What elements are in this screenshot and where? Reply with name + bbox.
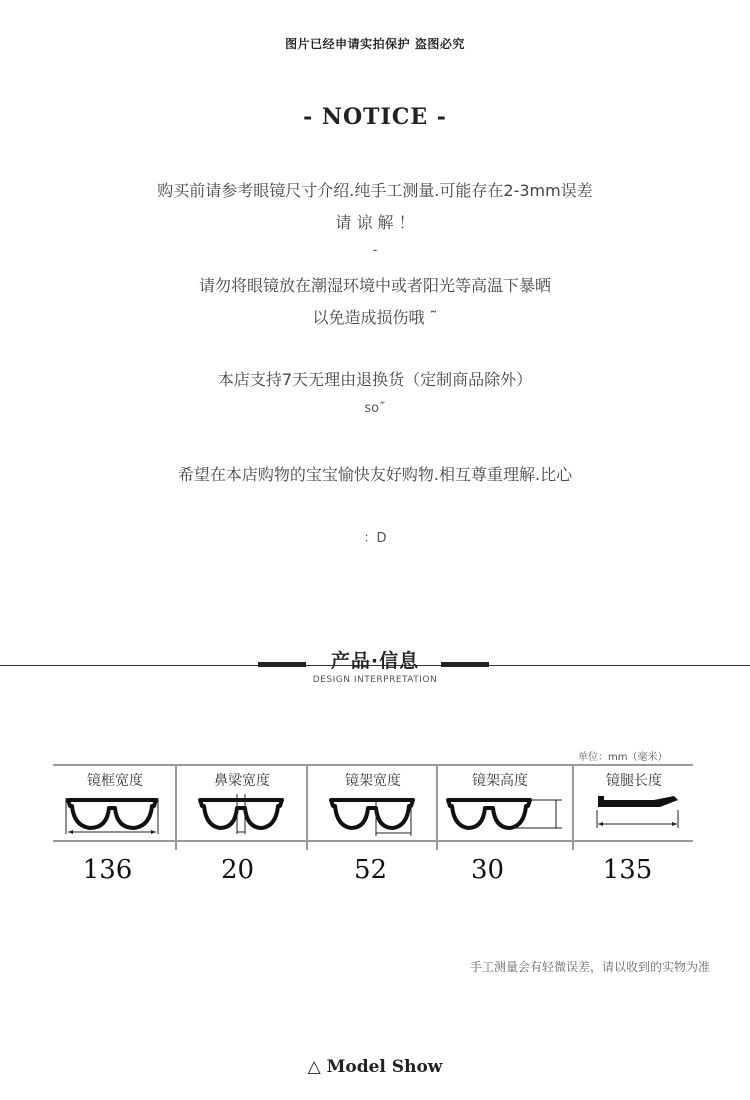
notice-line-7: 希望在本店购物的宝宝愉快友好购物.相互尊重理解.比心 — [177, 465, 573, 484]
lens-height-icon — [444, 790, 566, 842]
notice-line-6: so˜ — [364, 401, 386, 416]
lens-width-icon — [327, 790, 417, 842]
measure-value-lens-width: 52 — [353, 855, 388, 885]
model-show-heading: △ Model Show — [307, 1057, 443, 1077]
temple-length-icon — [594, 790, 684, 842]
table-top-line — [53, 764, 693, 766]
measure-label-lens-width: 镜架宽度 — [345, 773, 401, 789]
bridge-width-icon — [196, 790, 286, 842]
notice-line-1: 购买前请参考眼镜尺寸介绍.纯手工测量.可能存在2-3mm误差 — [157, 181, 593, 200]
measurement-footnote: 手工测量会有轻微误差，请以收到的实物为准 — [469, 960, 710, 974]
measure-value-lens-height: 30 — [470, 855, 505, 885]
notice-line-3: 请勿将眼镜放在潮湿环境中或者阳光等高温下暴晒 — [198, 276, 551, 295]
notice-separator: - — [372, 243, 378, 258]
measure-value-temple-length: 135 — [602, 855, 653, 885]
notice-line-5: 本店支持7天无理由退换货（定制商品除外） — [217, 370, 533, 389]
copyright-notice: 图片已经申请实拍保护 盗图必究 — [285, 37, 465, 51]
measure-value-bridge-width: 20 — [220, 855, 255, 885]
frame-width-icon — [62, 790, 162, 842]
measure-value-frame-width: 136 — [82, 855, 133, 885]
notice-line-4: 以免造成损伤哦 ˜ — [312, 308, 438, 327]
unit-label: 单位：mm（毫米） — [578, 752, 668, 763]
section-subtitle: DESIGN INTERPRETATION — [312, 675, 438, 685]
section-title: 产品·信息 — [330, 650, 420, 672]
notice-title: - NOTICE - — [303, 104, 447, 130]
notice-line-2: 请 谅 解 ！ — [335, 213, 415, 232]
measure-label-temple-length: 镜腿长度 — [606, 773, 662, 789]
notice-line-8: ：D — [363, 531, 387, 546]
measure-label-lens-height: 镜架高度 — [472, 773, 528, 789]
measure-label-frame-width: 镜框宽度 — [87, 773, 143, 789]
measure-label-bridge-width: 鼻梁宽度 — [214, 773, 270, 789]
